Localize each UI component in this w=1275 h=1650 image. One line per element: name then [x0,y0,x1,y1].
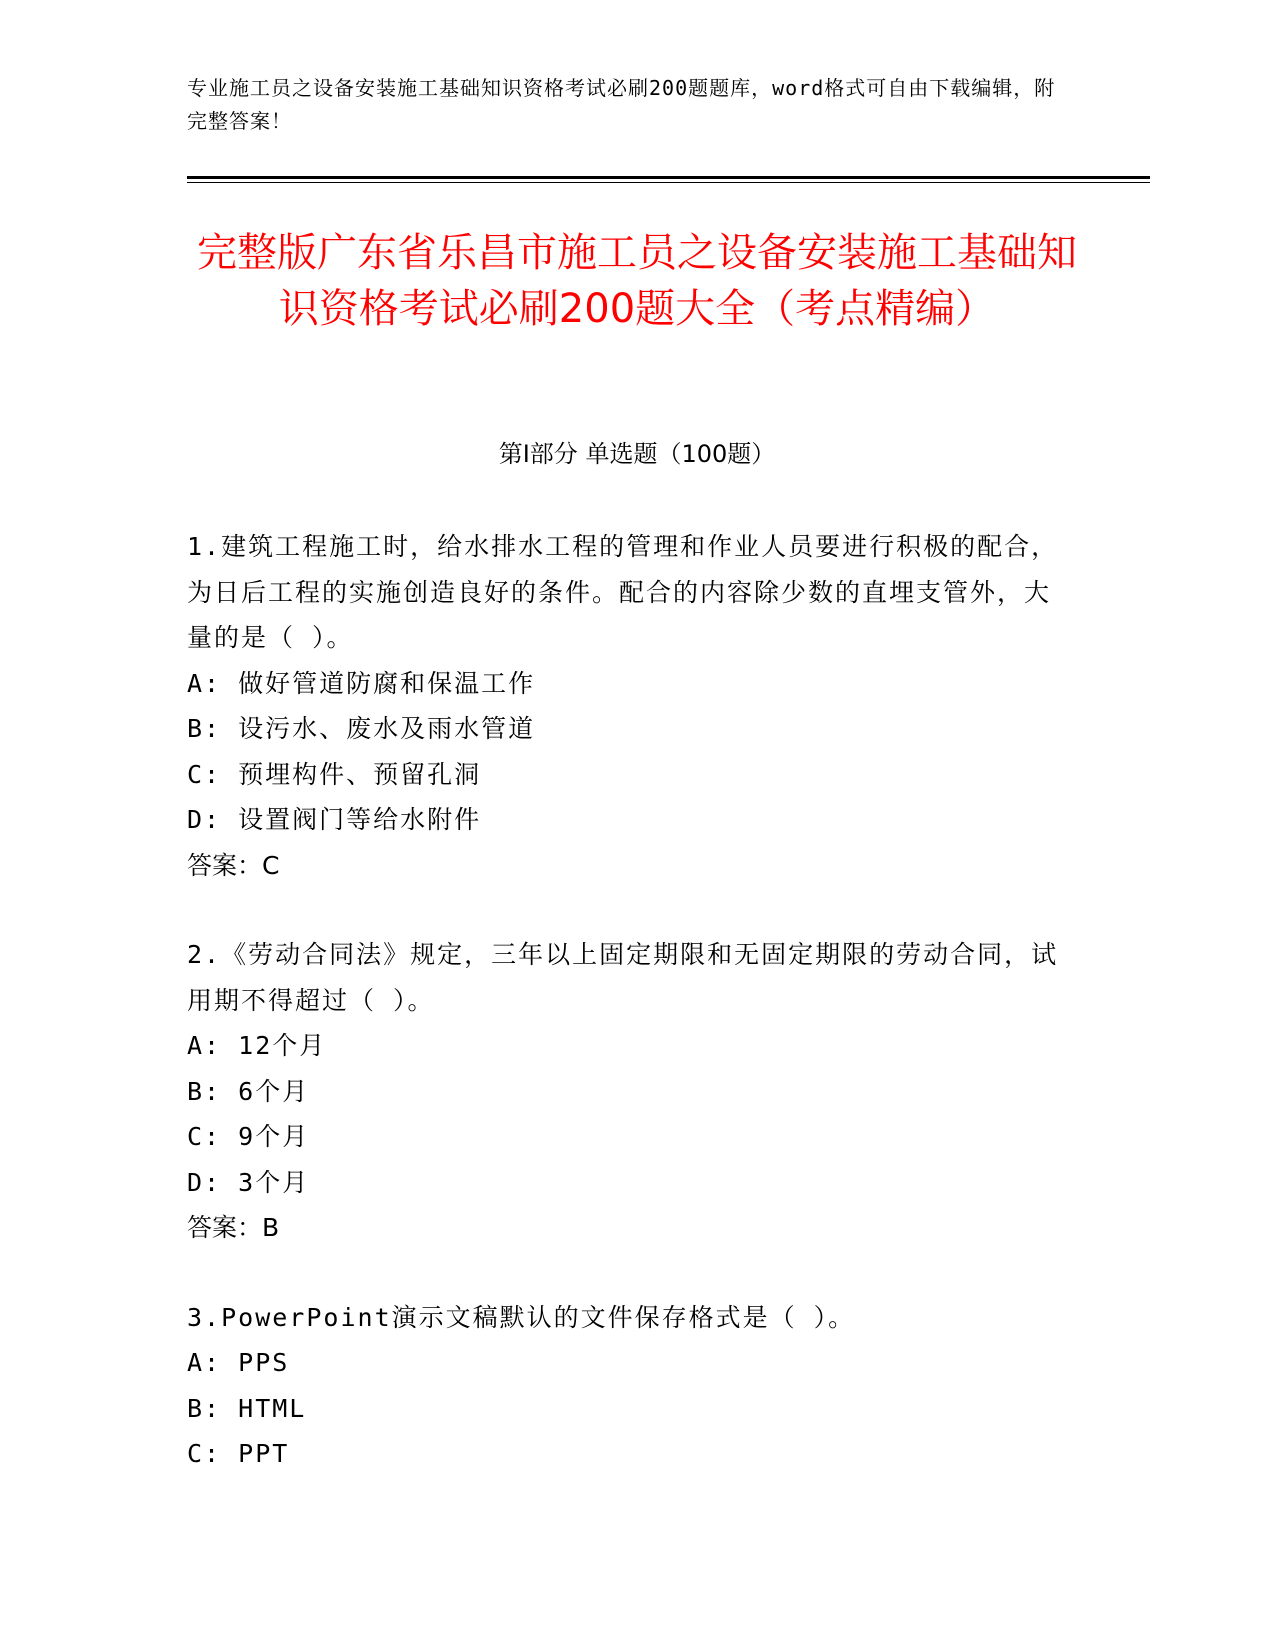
header-divider-thick [187,176,1150,179]
question-list [187,524,1067,1521]
question-1 [187,524,1067,888]
header-divider-thin [187,182,1150,183]
option-a: A: 做好管道防腐和保温工作 [187,668,536,698]
question-text: 3.PowerPoint演示文稿默认的文件保存格式是（ ）。 [187,1302,856,1332]
option-c: C: 9个月 [187,1122,310,1151]
answer: 答案：C [187,850,280,880]
document-title: 完整版广东省乐昌市施工员之设备安装施工基础知识资格考试必刷200题大全（考点精编） [197,230,1077,332]
option-a: A: 12个月 [187,1031,327,1060]
option-c: C: 预埋构件、预留孔洞 [187,759,482,789]
option-b: B: 设污水、废水及雨水管道 [187,714,536,743]
answer: 答案：B [187,1213,280,1242]
header-note: 专业施工员之设备安装施工基础知识资格考试必刷200题题库，word格式可自由下载编辑，附完整答案！ [187,76,1056,133]
question-3 [187,1295,1067,1477]
option-a: A: PPS [187,1348,290,1377]
option-d: D: 3个月 [187,1167,310,1197]
question-text: 2.《劳动合同法》规定，三年以上固定期限和无固定期限的劳动合同，试用期不得超过（ ）。 [187,940,1059,1015]
option-c: C: PPT [187,1439,290,1468]
question-text: 1.建筑工程施工时，给水排水工程的管理和作业人员要进行积极的配合，为日后工程的实施创造良好的条件。配合的内容除少数的直埋支管外，大量的是（ ）。 [187,532,1059,652]
option-b: B: 6个月 [187,1076,310,1106]
option-d: D: 设置阀门等给水附件 [187,805,482,834]
option-b: B: HTML [187,1393,307,1423]
section-heading: 第Ⅰ部分 单选题（100题） [498,440,776,468]
question-2 [187,932,1067,1251]
